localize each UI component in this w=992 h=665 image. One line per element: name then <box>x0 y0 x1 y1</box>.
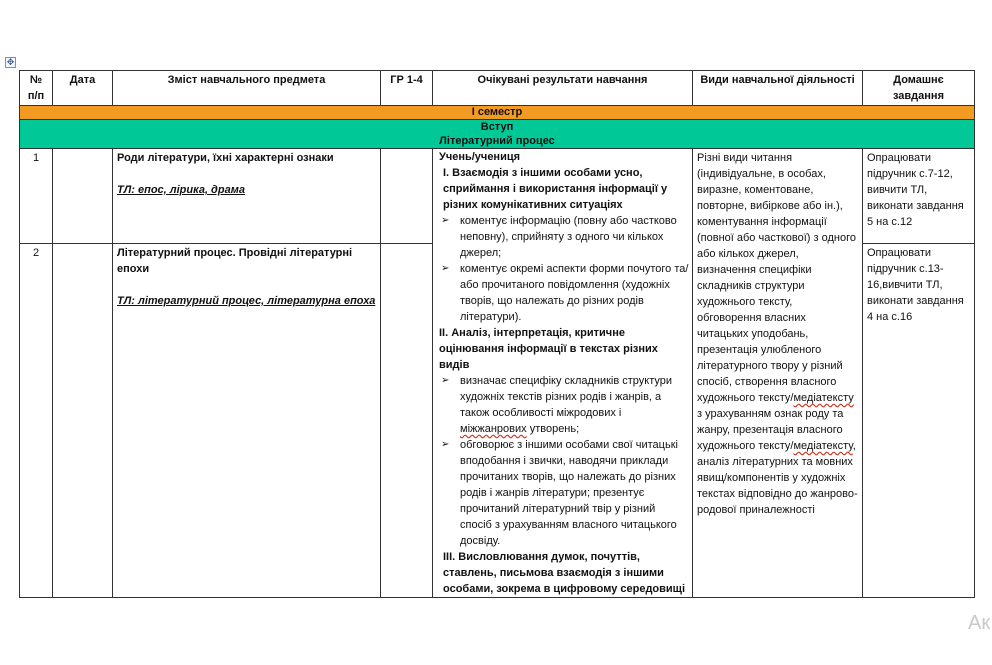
semester-row <box>20 106 975 120</box>
arrow-bullet-icon: ➢ <box>441 439 450 450</box>
header-results: Очікувані результати навчання <box>433 71 693 106</box>
list-item: ➢ коментує інформацію (повну або частково неповну), сприйняту з одного чи кількох джерел; <box>441 215 677 259</box>
row-content <box>113 149 381 244</box>
row-terms: ТЛ: епос, лірика, драма <box>117 184 245 196</box>
table-move-icon[interactable]: ✥ <box>6 57 15 67</box>
results-section1-list <box>439 213 689 325</box>
spellcheck-word: медіатексту <box>793 440 853 452</box>
list-item: ➢ визначає специфіку складників структури художніх текстів різних родів і жанрів, а також особливості міжродових і міжжанрових утворень; <box>441 375 673 435</box>
spellcheck-word: міжжанрових <box>460 423 527 435</box>
row-num: 2 <box>20 244 53 598</box>
row-gr[interactable] <box>381 149 433 244</box>
header-row <box>20 71 975 106</box>
intro-line1: Вступ <box>480 121 514 133</box>
header-homework: Домашнє завдання <box>863 71 975 106</box>
list-item: ➢ обговорює з іншими особами свої читацькі вподобання і звички, наводячи приклади прочитаних творів, що належать до різних родів і жанрів літератури; презентує прочитаний літературний твір у різний спосіб з урахуванням власного читацького досвіду. <box>441 439 678 547</box>
header-gr: ГР 1-4 <box>381 71 433 106</box>
results-section1-title: І. Взаємодія з іншими особами усно, сприймання і використання інформації у різних комунікативних ситуаціях <box>443 167 668 211</box>
results-student: Учень/учениця <box>439 151 521 163</box>
arrow-bullet-icon: ➢ <box>441 215 450 226</box>
arrow-bullet-icon: ➢ <box>441 375 450 386</box>
row-gr[interactable] <box>381 244 433 598</box>
header-activities: Види навчальної діяльності <box>693 71 863 106</box>
row-date[interactable] <box>53 244 113 598</box>
row-homework: Опрацювати підручник с.7-12, вивчити ТЛ, виконати завдання 5 на с.12 <box>863 149 975 244</box>
row-num: 1 <box>20 149 53 244</box>
row-terms: ТЛ: літературний процес, літературна епоха <box>117 295 376 307</box>
list-item: ➢ коментує окремі аспекти форми почутого та/або прочитаного повідомлення (художніх творів, що належать до різних родів літератури). <box>441 263 689 323</box>
table-row <box>20 149 975 244</box>
results-section2-title: ІІ. Аналіз, інтерпретація, критичне оцінювання інформації в текстах різних видів <box>439 327 658 371</box>
activities-cell: Різні види читання (індивідуальне, в особах, виразне, коментоване, повторне, вибіркове або ін.), коментування інформації (повної або часткової) з одного або кількох джерел, визначення специфіки складників структури художнього тексту, обговорення власних читацьких уподобань, презентація улюбленого літературного твору у різний спосіб, створення власного художнього тексту/медіатексту з урахуванням ознак роду та жанру, презентація власного художнього тексту/медіатексту, аналіз літературних та мовних явищ/компонентів у художніх текстах відповідно до жанрово-родової приналежності <box>693 149 863 598</box>
row-topic: Роди літератури, їхні характерні ознаки <box>117 152 334 164</box>
row-homework: Опрацювати підручник с.13-16,вивчити ТЛ, виконати завдання 4 на с.16 <box>863 244 975 598</box>
row-content <box>113 244 381 598</box>
spellcheck-word: медіатексту <box>793 392 854 404</box>
intro-label <box>20 120 975 149</box>
row-topic: Літературний процес. Провідні літературні епохи <box>117 247 353 275</box>
activation-watermark: Ак <box>968 612 991 634</box>
curriculum-table <box>19 70 975 598</box>
arrow-bullet-icon: ➢ <box>441 263 450 274</box>
header-date: Дата <box>53 71 113 106</box>
header-num: № п/п <box>20 71 53 106</box>
semester-label: І семестр <box>20 106 975 120</box>
intro-line2: Літературний процес <box>439 135 555 147</box>
intro-row <box>20 120 975 149</box>
row-date[interactable] <box>53 149 113 244</box>
results-section2-list <box>439 373 689 549</box>
header-content: Зміст навчального предмета <box>113 71 381 106</box>
results-section3-title: ІІІ. Висловлювання думок, почуттів, ставлень, письмова взаємодія з іншими особами, зокрема в цифровому середовищі <box>443 551 686 595</box>
results-cell <box>433 149 693 598</box>
